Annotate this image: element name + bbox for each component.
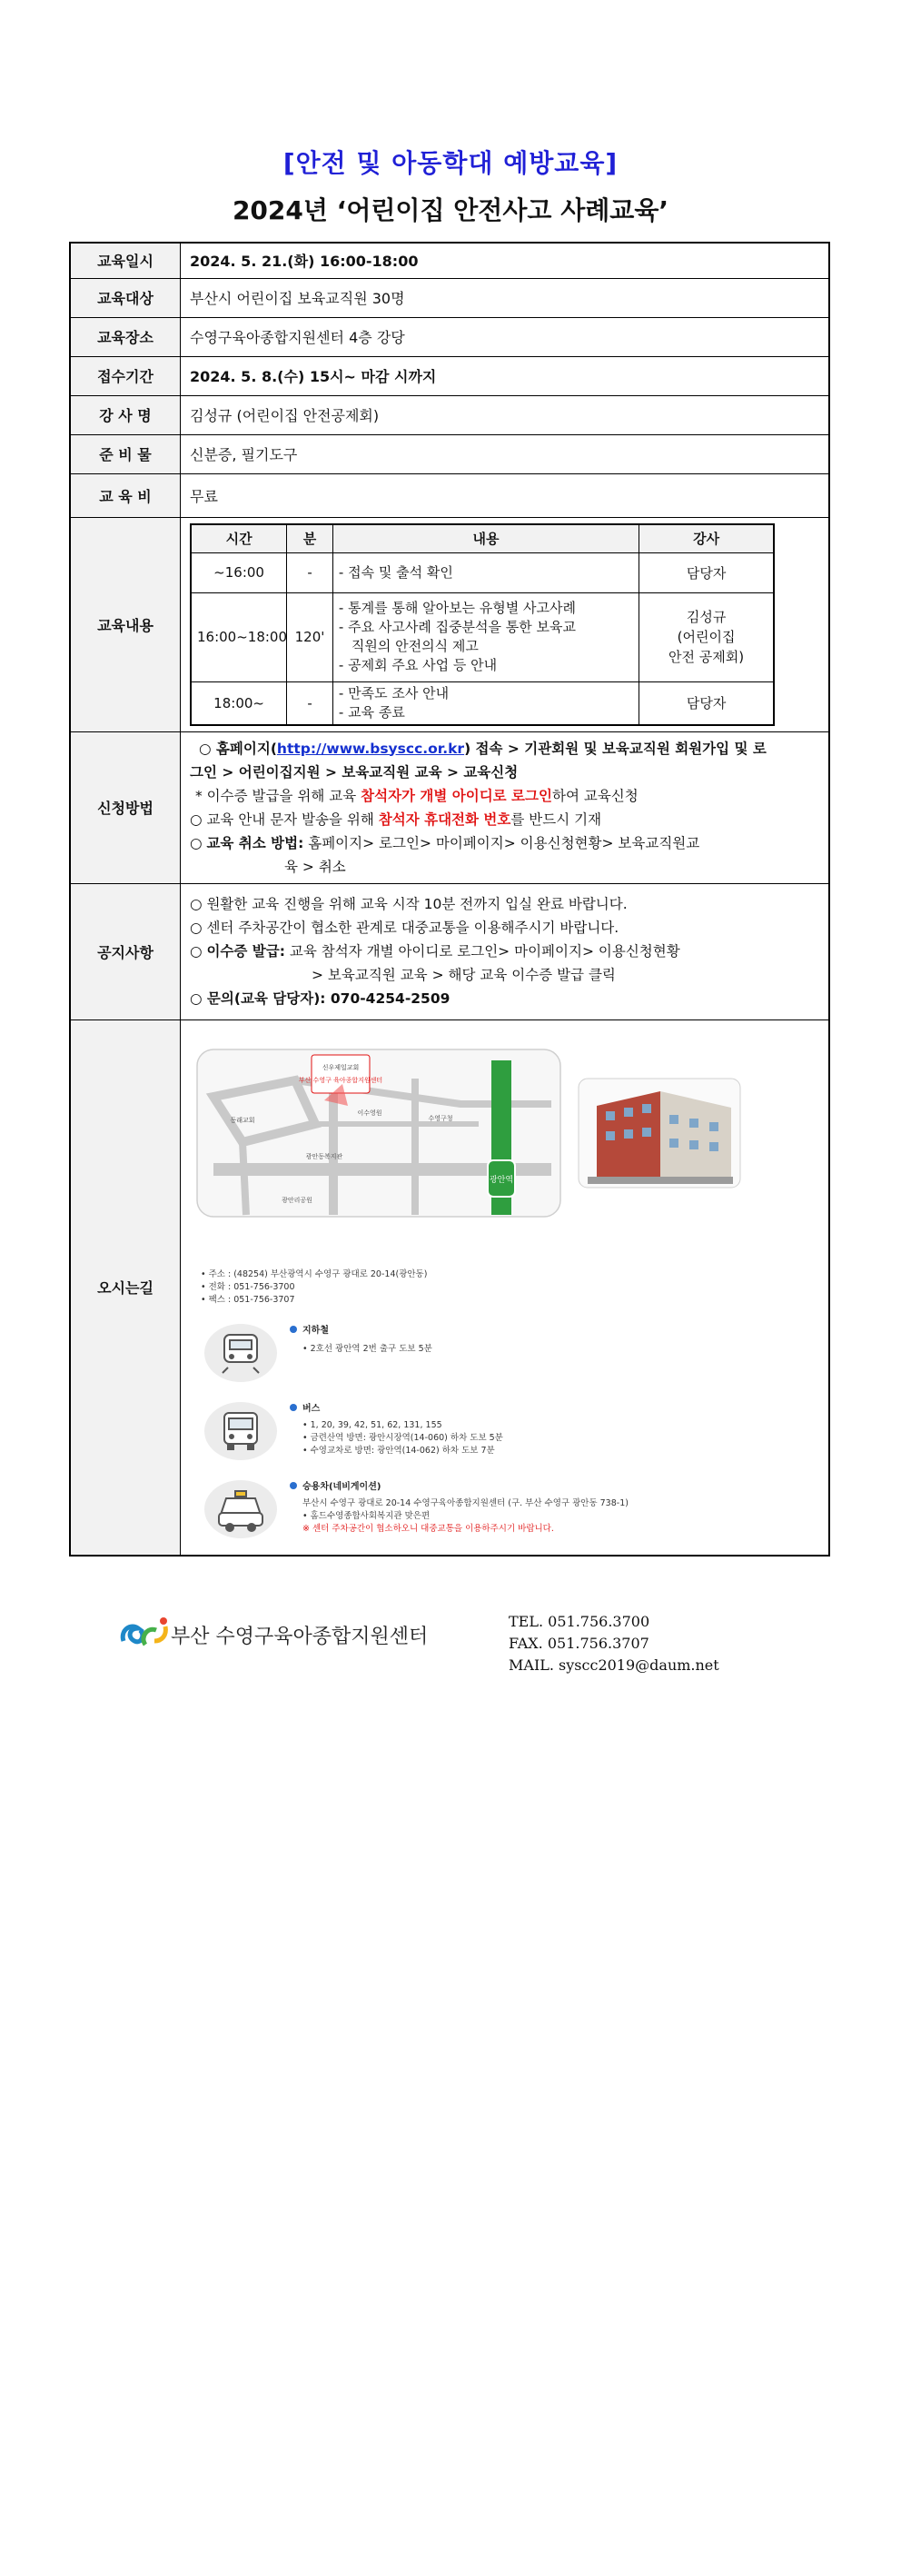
notice-text: ○ [190,943,207,960]
map-label-park: 광안리공원 [282,1196,312,1204]
speaker-line: 김성규 [686,609,727,625]
value-date: 2024. 5. 21.(화) 16:00-18:00 [181,243,830,278]
map-label-apartment: 광안동복지관 [305,1152,343,1160]
label-supplies: 준 비 물 [70,434,181,473]
label-directions: 오시는길 [70,1019,181,1556]
value-instructor: 김성규 (어린이집 안전공제회) [181,395,830,434]
bus-line-2: • 금련산역 방면: 광안시장역(14-060) 하차 도보 5분 [302,1432,503,1443]
apply-line-5 [190,831,819,855]
apply-line-1 [190,737,819,761]
label-apply: 신청방법 [70,731,181,883]
schedule-min: - [287,552,333,592]
label-fee: 교 육 비 [70,473,181,517]
apply-line-3 [190,784,819,808]
schedule-table [190,523,775,726]
map-label-school: 이수영원 [357,1109,382,1117]
value-notice [181,883,830,1019]
bus-bullet-icon [290,1404,297,1411]
notice-line-5: ○ 문의(교육 담당자): 070-4254-2509 [190,990,450,1007]
content-line: - 공제회 주요 사업 등 안내 [338,657,498,673]
apply-line-2: 그인 > 어린이집지원 > 보육교직원 교육 > 교육신청 [190,763,519,781]
phone-text: • 전화 : 051-756-3700 [201,1281,295,1292]
apply-text: ○ 홈페이지( [199,740,277,757]
map-label-hall: 수영구청 [428,1114,453,1122]
directions-graphic [188,1024,842,1551]
header-time: 시간 [191,524,287,553]
schedule-content [332,592,639,681]
value-content [181,517,830,731]
subway-bullet-icon [290,1326,297,1333]
map-label-church: 신우제일교회 [322,1063,360,1071]
apply-text: * 이수증 발급을 위해 교육 [195,787,361,804]
row-notice [70,883,829,1019]
row-period [70,356,829,395]
value-target: 부산시 어린이집 보육교직원 30명 [181,278,830,317]
label-content: 교육내용 [70,517,181,731]
center-logo-icon [118,1614,173,1654]
homepage-link[interactable]: http://www.bsyscc.or.kr [276,740,465,757]
row-directions [70,1019,829,1556]
apply-text: ) 접속 > 기관회원 및 보육교직원 회원가입 및 로 [464,740,767,757]
directions-panel [181,1024,871,1551]
info-table [69,242,830,1557]
content-line: - 교육 종료 [338,703,405,721]
value-place: 수영구육아종합지원센터 4층 강당 [181,317,830,356]
value-supplies: 신분증, 필기도구 [181,434,830,473]
footer-fax: FAX. 051.756.3707 [509,1635,649,1652]
schedule-speaker [639,592,774,681]
car-bullet-icon [290,1482,297,1489]
schedule-time: 16:00~18:00 [191,592,287,681]
car-title: 승용차(네비게이션) [302,1481,381,1492]
org-name: 부산 수영구육아종합지원센터 [171,1626,429,1648]
subway-title: 지하철 [302,1325,329,1336]
car-line-1: 부산시 수영구 광대로 20-14 수영구육아종합지원센터 (구. 부산 수영구 광안동 738-1) [302,1497,629,1508]
speaker-line: 안전 공제회) [668,649,745,665]
car-line-2: • 홈드수영종합사회복지관 맞은편 [302,1510,431,1521]
schedule-header [191,524,774,553]
speaker-line: (어린이집 [677,629,736,645]
label-period: 접수기간 [70,356,181,395]
map-label-center: 부산 수영구 육아종합지원센터 [298,1076,383,1084]
header-min: 분 [287,524,333,553]
content-line: 직원의 안전의식 제고 [351,638,479,654]
apply-bold: 교육 취소 방법: [206,834,304,851]
apply-highlight: 참석자가 개별 아이디로 로그인 [361,787,552,804]
address-text: • 주소 : (48254) 부산광역시 수영구 광대로 20-14(광안동) [201,1268,428,1279]
schedule-row [191,592,774,681]
apply-line-4 [190,808,819,831]
bus-icon [224,1413,257,1449]
schedule-row [191,552,774,592]
value-fee: 무료 [181,473,830,517]
bus-line-1: • 1, 20, 39, 42, 51, 62, 131, 155 [302,1419,442,1430]
content-line: - 주요 사고사례 집중분석을 통한 보육교 [338,619,577,635]
row-place [70,317,829,356]
schedule-time: ~16:00 [191,552,287,592]
footer-mail: MAIL. syscc2019@daum.net [509,1656,719,1674]
speaker-line: 담당자 [686,564,727,582]
speaker-line: 담당자 [686,695,727,711]
row-target [70,278,829,317]
event-category-title: [안전 및 아동학대 예방교육] [282,148,619,178]
station-label: 광안역 [489,1175,514,1185]
apply-text: ○ 교육 안내 문자 발송을 위해 [190,811,379,828]
row-content [70,517,829,731]
schedule-speaker [639,681,774,725]
label-place: 교육장소 [70,317,181,356]
footer-logo [118,1614,454,1654]
notice-line-4: > 보육교직원 교육 > 해당 교육 이수증 발급 클릭 [312,967,616,983]
row-instructor [70,395,829,434]
schedule-time: 18:00~ [191,681,287,725]
apply-line-6: 육 > 취소 [284,858,346,875]
notice-line-1: ○ 원활한 교육 진행을 위해 교육 시작 10분 전까지 입실 완료 바랍니다. [190,896,628,912]
apply-text: ○ [190,834,207,851]
row-supplies [70,434,829,473]
schedule-row [191,681,774,725]
schedule-content [332,681,639,725]
notice-line-3 [190,940,819,963]
map-label-welfare: 동래교회 [230,1116,255,1124]
label-date: 교육일시 [70,243,181,278]
apply-highlight: 참석자 휴대전화 번호 [378,811,511,828]
apply-text: 를 반드시 기재 [510,811,602,828]
footer-tel: TEL. 051.756.3700 [509,1613,650,1630]
notice-bold: 이수증 발급: [206,943,285,960]
schedule-min: 120' [287,592,333,681]
subway-detail: • 2호선 광안역 2번 출구 도보 5분 [302,1343,432,1354]
value-apply [181,731,830,883]
bus-line-3: • 수영교차로 방면: 광안역(14-062) 하차 도보 7분 [302,1445,495,1456]
content-line: - 통계를 통해 알아보는 유형별 사고사례 [338,600,577,616]
building-photo [579,1079,740,1188]
footer-contact [509,1611,719,1676]
event-title: 2024년 ‘어린이집 안전사고 사례교육’ [232,195,669,225]
schedule-speaker [639,552,774,592]
header-content: 내용 [332,524,639,553]
row-date [70,243,829,278]
value-period: 2024. 5. 8.(수) 15시~ 마감 시까지 [181,356,830,395]
row-apply [70,731,829,883]
schedule-content [332,552,639,592]
apply-text: 홈페이지> 로그인> 마이페이지> 이용신청현황> 보육교직원교 [303,834,700,851]
apply-text: 하여 교육신청 [551,787,639,804]
value-directions [181,1019,830,1556]
fax-text: • 팩스 : 051-756-3707 [201,1294,295,1305]
schedule-min: - [287,681,333,725]
notice-line-2: ○ 센터 주차공간이 협소한 관계로 대중교통을 이용해주시기 바랍니다. [190,920,619,936]
row-fee [70,473,829,517]
bus-title: 버스 [302,1403,321,1414]
label-instructor: 강 사 명 [70,395,181,434]
header-speaker: 강사 [639,524,774,553]
content-line: - 만족도 조사 안내 [338,684,450,701]
label-target: 교육대상 [70,278,181,317]
content-line: - 접속 및 출석 확인 [338,563,453,581]
car-line-3: ※ 센터 주차공간이 협소하오니 대중교통을 이용하주시기 바랍니다. [302,1523,554,1534]
label-notice: 공지사항 [70,883,181,1019]
notice-text: 교육 참석자 개별 아이디로 로그인> 마이페이지> 이용신청현황 [284,943,680,960]
